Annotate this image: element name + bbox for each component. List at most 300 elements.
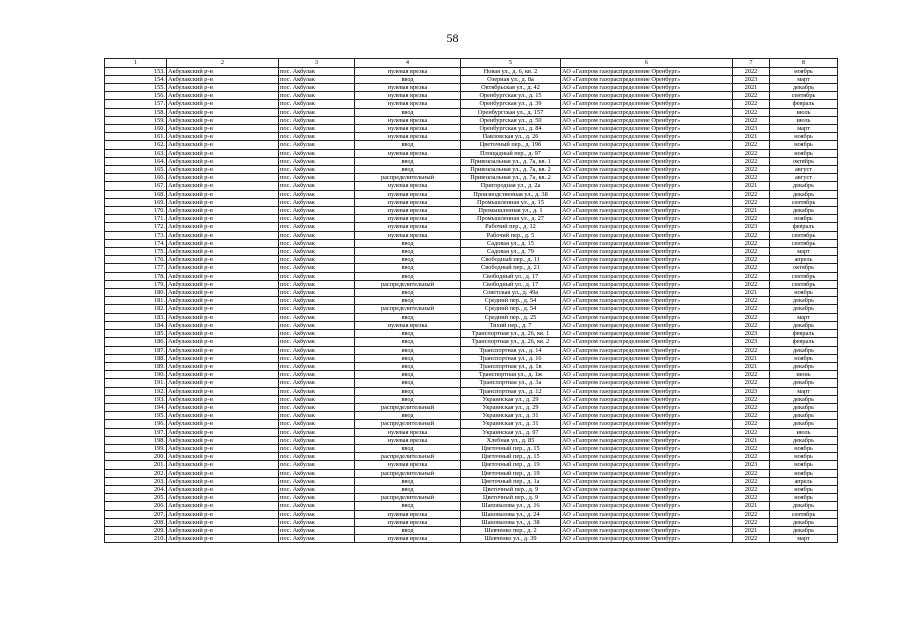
month-cell: февраль	[770, 330, 838, 338]
district-cell: Акбулакский р-н	[167, 444, 279, 452]
settlement-cell: пос. Акбулак	[279, 362, 355, 370]
year-cell: 2022	[733, 149, 770, 157]
month-cell: март	[770, 387, 838, 395]
district-cell: Акбулакский р-н	[167, 198, 279, 206]
address-cell: Пригородная ул., д. 2а	[461, 182, 561, 190]
month-cell: декабрь	[770, 207, 838, 215]
address-cell: Новая ул., д. 6, кв. 2	[461, 67, 561, 75]
settlement-cell: пос. Акбулак	[279, 289, 355, 297]
address-cell: Транспортная ул., д. 3а	[461, 379, 561, 387]
settlement-cell: пос. Акбулак	[279, 174, 355, 182]
district-cell: Акбулакский р-н	[167, 231, 279, 239]
year-cell: 2022	[733, 371, 770, 379]
work-type-cell: нулевая врезка	[355, 198, 461, 206]
organization-cell: АО «Газпром газораспределение Оренбург»	[561, 100, 733, 108]
month-cell: декабрь	[770, 297, 838, 305]
row-number-cell: 157.	[105, 100, 167, 108]
district-cell: Акбулакский р-н	[167, 182, 279, 190]
settlement-cell: пос. Акбулак	[279, 207, 355, 215]
year-cell: 2022	[733, 231, 770, 239]
month-cell: ноябрь	[770, 354, 838, 362]
row-number-cell: 171.	[105, 215, 167, 223]
settlement-cell: пос. Акбулак	[279, 453, 355, 461]
row-number-cell: 181.	[105, 297, 167, 305]
row-number-cell: 156.	[105, 92, 167, 100]
row-number-cell: 161.	[105, 133, 167, 141]
address-cell: Украинская ул., д. 29	[461, 395, 561, 403]
row-number-cell: 200.	[105, 453, 167, 461]
district-cell: Акбулакский р-н	[167, 84, 279, 92]
year-cell: 2022	[733, 453, 770, 461]
organization-cell: АО «Газпром газораспределение Оренбург»	[561, 297, 733, 305]
organization-cell: АО «Газпром газораспределение Оренбург»	[561, 485, 733, 493]
year-cell: 2021	[733, 354, 770, 362]
row-number-cell: 165.	[105, 166, 167, 174]
organization-cell: АО «Газпром газораспределение Оренбург»	[561, 313, 733, 321]
address-cell: Промышленная ул., д. 15	[461, 198, 561, 206]
organization-cell: АО «Газпром газораспределение Оренбург»	[561, 436, 733, 444]
district-cell: Акбулакский р-н	[167, 166, 279, 174]
row-number-cell: 205.	[105, 494, 167, 502]
month-cell: октябрь	[770, 264, 838, 272]
year-cell: 2022	[733, 403, 770, 411]
address-cell: Цветочный пер., д. 9	[461, 494, 561, 502]
organization-cell: АО «Газпром газораспределение Оренбург»	[561, 84, 733, 92]
work-type-cell: нулевая врезка	[355, 67, 461, 75]
work-type-cell: ввод	[355, 362, 461, 370]
table-row	[105, 149, 838, 157]
settlement-cell: пос. Акбулак	[279, 485, 355, 493]
settlement-cell: пос. Акбулак	[279, 116, 355, 124]
row-number-cell: 178.	[105, 272, 167, 280]
year-cell: 2022	[733, 305, 770, 313]
month-cell: ноябрь	[770, 215, 838, 223]
address-cell: Шаповалова ул., д. 16	[461, 502, 561, 510]
work-type-cell: нулевая врезка	[355, 207, 461, 215]
address-cell: Павловская ул., д. 26	[461, 133, 561, 141]
organization-cell: АО «Газпром газораспределение Оренбург»	[561, 461, 733, 469]
address-cell: Свободный пер., д. 11	[461, 256, 561, 264]
row-number-cell: 179.	[105, 280, 167, 288]
year-cell: 2022	[733, 469, 770, 477]
year-cell: 2021	[733, 182, 770, 190]
organization-cell: АО «Газпром газораспределение Оренбург»	[561, 444, 733, 452]
district-cell: Акбулакский р-н	[167, 395, 279, 403]
district-cell: Акбулакский р-н	[167, 256, 279, 264]
organization-cell: АО «Газпром газораспределение Оренбург»	[561, 289, 733, 297]
month-cell: ноябрь	[770, 444, 838, 452]
address-cell: Цветочный пер., д. 1а	[461, 477, 561, 485]
month-cell: июнь	[770, 371, 838, 379]
district-cell: Акбулакский р-н	[167, 116, 279, 124]
table-row	[105, 248, 838, 256]
settlement-cell: пос. Акбулак	[279, 280, 355, 288]
settlement-cell: пос. Акбулак	[279, 436, 355, 444]
year-cell: 2023	[733, 461, 770, 469]
organization-cell: АО «Газпром газораспределение Оренбург»	[561, 526, 733, 534]
organization-cell: АО «Газпром газораспределение Оренбург»	[561, 92, 733, 100]
month-cell: ноябрь	[770, 289, 838, 297]
table-row	[105, 403, 838, 411]
row-number-cell: 190.	[105, 371, 167, 379]
settlement-cell: пос. Акбулак	[279, 239, 355, 247]
column-number-cell: 8	[770, 59, 838, 68]
district-cell: Акбулакский р-н	[167, 248, 279, 256]
year-cell: 2022	[733, 116, 770, 124]
month-cell: ноябрь	[770, 67, 838, 75]
row-number-cell: 184.	[105, 321, 167, 329]
row-number-cell: 192.	[105, 387, 167, 395]
table-row	[105, 420, 838, 428]
table-row	[105, 321, 838, 329]
address-cell: Шаповалова ул., д. 38	[461, 518, 561, 526]
row-number-cell: 174.	[105, 239, 167, 247]
settlement-cell: пос. Акбулак	[279, 248, 355, 256]
table-row	[105, 256, 838, 264]
row-number-cell: 173.	[105, 231, 167, 239]
year-cell: 2023	[733, 330, 770, 338]
month-cell: февраль	[770, 100, 838, 108]
row-number-cell: 209.	[105, 526, 167, 534]
address-cell: Цветочный пер., д. 19	[461, 461, 561, 469]
table-row	[105, 338, 838, 346]
row-number-cell: 208.	[105, 518, 167, 526]
settlement-cell: пос. Акбулак	[279, 223, 355, 231]
row-number-cell: 183.	[105, 313, 167, 321]
address-cell: Цветочный пер., д. 15	[461, 444, 561, 452]
address-cell: Свободный пер., д. 21	[461, 264, 561, 272]
settlement-cell: пос. Акбулак	[279, 149, 355, 157]
work-type-cell: нулевая врезка	[355, 116, 461, 124]
table-row	[105, 108, 838, 116]
row-number-cell: 158.	[105, 108, 167, 116]
district-cell: Акбулакский р-н	[167, 436, 279, 444]
table-row	[105, 444, 838, 452]
work-type-cell: ввод	[355, 297, 461, 305]
table-row	[105, 215, 838, 223]
organization-cell: АО «Газпром газораспределение Оренбург»	[561, 502, 733, 510]
table-row	[105, 75, 838, 83]
table-row	[105, 387, 838, 395]
settlement-cell: пос. Акбулак	[279, 313, 355, 321]
district-cell: Акбулакский р-н	[167, 133, 279, 141]
organization-cell: АО «Газпром газораспределение Оренбург»	[561, 387, 733, 395]
year-cell: 2022	[733, 108, 770, 116]
address-cell: Транспортная ул., д. 26, кв. 1	[461, 330, 561, 338]
row-number-cell: 155.	[105, 84, 167, 92]
month-cell: апрель	[770, 256, 838, 264]
address-cell: Свободный ул., д. 17	[461, 280, 561, 288]
row-number-cell: 172.	[105, 223, 167, 231]
work-type-cell: нулевая врезка	[355, 321, 461, 329]
district-cell: Акбулакский р-н	[167, 141, 279, 149]
row-number-cell: 186.	[105, 338, 167, 346]
table-row	[105, 305, 838, 313]
work-type-cell: ввод	[355, 157, 461, 165]
district-cell: Акбулакский р-н	[167, 207, 279, 215]
year-cell: 2022	[733, 141, 770, 149]
column-number-row	[105, 59, 838, 68]
district-cell: Акбулакский р-н	[167, 420, 279, 428]
row-number-cell: 193.	[105, 395, 167, 403]
work-type-cell: ввод	[355, 108, 461, 116]
row-number-cell: 182.	[105, 305, 167, 313]
district-cell: Акбулакский р-н	[167, 264, 279, 272]
settlement-cell: пос. Акбулак	[279, 428, 355, 436]
work-type-cell: распределительный	[355, 420, 461, 428]
district-cell: Акбулакский р-н	[167, 67, 279, 75]
work-type-cell: ввод	[355, 272, 461, 280]
year-cell: 2022	[733, 518, 770, 526]
row-number-cell: 177.	[105, 264, 167, 272]
district-cell: Акбулакский р-н	[167, 272, 279, 280]
organization-cell: АО «Газпром газораспределение Оренбург»	[561, 371, 733, 379]
month-cell: декабрь	[770, 502, 838, 510]
district-cell: Акбулакский р-н	[167, 477, 279, 485]
month-cell: ноябрь	[770, 485, 838, 493]
month-cell: декабрь	[770, 436, 838, 444]
row-number-cell: 188.	[105, 354, 167, 362]
settlement-cell: пос. Акбулак	[279, 182, 355, 190]
settlement-cell: пос. Акбулак	[279, 297, 355, 305]
work-type-cell: ввод	[355, 395, 461, 403]
address-cell: Транспортная ул., д. 1в	[461, 362, 561, 370]
settlement-cell: пос. Акбулак	[279, 338, 355, 346]
settlement-cell: пос. Акбулак	[279, 535, 355, 543]
work-type-cell: нулевая врезка	[355, 133, 461, 141]
row-number-cell: 162.	[105, 141, 167, 149]
year-cell: 2022	[733, 248, 770, 256]
table-row	[105, 346, 838, 354]
month-cell: ноябрь	[770, 453, 838, 461]
settlement-cell: пос. Акбулак	[279, 198, 355, 206]
month-cell: ноябрь	[770, 141, 838, 149]
work-type-cell: распределительный	[355, 305, 461, 313]
table-row	[105, 84, 838, 92]
district-cell: Акбулакский р-н	[167, 321, 279, 329]
work-type-cell: ввод	[355, 166, 461, 174]
work-type-cell: ввод	[355, 141, 461, 149]
address-cell: Привокзальная ул., д. 7а, кв. 2	[461, 174, 561, 182]
month-cell: март	[770, 248, 838, 256]
address-cell: Оренбургская ул., д. 39	[461, 100, 561, 108]
address-cell: Промышленная ул., д. 27	[461, 215, 561, 223]
work-type-cell: ввод	[355, 330, 461, 338]
address-cell: Средний пер., д. 54	[461, 297, 561, 305]
district-cell: Акбулакский р-н	[167, 412, 279, 420]
year-cell: 2021	[733, 436, 770, 444]
month-cell: декабрь	[770, 182, 838, 190]
settlement-cell: пос. Акбулак	[279, 157, 355, 165]
month-cell: декабрь	[770, 84, 838, 92]
organization-cell: АО «Газпром газораспределение Оренбург»	[561, 469, 733, 477]
organization-cell: АО «Газпром газораспределение Оренбург»	[561, 354, 733, 362]
month-cell: июль	[770, 108, 838, 116]
organization-cell: АО «Газпром газораспределение Оренбург»	[561, 108, 733, 116]
organization-cell: АО «Газпром газораспределение Оренбург»	[561, 215, 733, 223]
column-number-cell: 7	[733, 59, 770, 68]
district-cell: Акбулакский р-н	[167, 305, 279, 313]
year-cell: 2021	[733, 502, 770, 510]
year-cell: 2022	[733, 297, 770, 305]
district-cell: Акбулакский р-н	[167, 526, 279, 534]
work-type-cell: нулевая врезка	[355, 125, 461, 133]
work-type-cell: распределительный	[355, 403, 461, 411]
settlement-cell: пос. Акбулак	[279, 379, 355, 387]
settlement-cell: пос. Акбулак	[279, 420, 355, 428]
settlement-cell: пос. Акбулак	[279, 190, 355, 198]
table-row	[105, 182, 838, 190]
table-row	[105, 518, 838, 526]
year-cell: 2022	[733, 264, 770, 272]
table-row	[105, 461, 838, 469]
district-cell: Акбулакский р-н	[167, 125, 279, 133]
table-row	[105, 280, 838, 288]
row-number-cell: 163.	[105, 149, 167, 157]
year-cell: 2022	[733, 166, 770, 174]
organization-cell: АО «Газпром газораспределение Оренбург»	[561, 207, 733, 215]
table-row	[105, 428, 838, 436]
work-type-cell: ввод	[355, 346, 461, 354]
work-type-cell: нулевая врезка	[355, 518, 461, 526]
table-row	[105, 371, 838, 379]
month-cell: декабрь	[770, 526, 838, 534]
year-cell: 2022	[733, 280, 770, 288]
month-cell: июль	[770, 116, 838, 124]
row-number-cell: 153.	[105, 67, 167, 75]
organization-cell: АО «Газпром газораспределение Оренбург»	[561, 518, 733, 526]
month-cell: ноябрь	[770, 461, 838, 469]
organization-cell: АО «Газпром газораспределение Оренбург»	[561, 75, 733, 83]
settlement-cell: пос. Акбулак	[279, 510, 355, 518]
table-row	[105, 412, 838, 420]
district-cell: Акбулакский р-н	[167, 362, 279, 370]
gasification-table	[104, 58, 838, 543]
year-cell: 2022	[733, 174, 770, 182]
work-type-cell: ввод	[355, 313, 461, 321]
table-row	[105, 92, 838, 100]
organization-cell: АО «Газпром газораспределение Оренбург»	[561, 231, 733, 239]
settlement-cell: пос. Акбулак	[279, 412, 355, 420]
organization-cell: АО «Газпром газораспределение Оренбург»	[561, 338, 733, 346]
organization-cell: АО «Газпром газораспределение Оренбург»	[561, 379, 733, 387]
table-row	[105, 354, 838, 362]
row-number-cell: 203.	[105, 477, 167, 485]
district-cell: Акбулакский р-н	[167, 403, 279, 411]
month-cell: октябрь	[770, 157, 838, 165]
row-number-cell: 170.	[105, 207, 167, 215]
table-row	[105, 313, 838, 321]
organization-cell: АО «Газпром газораспределение Оренбург»	[561, 190, 733, 198]
organization-cell: АО «Газпром газораспределение Оренбург»	[561, 321, 733, 329]
row-number-cell: 206.	[105, 502, 167, 510]
month-cell: март	[770, 535, 838, 543]
work-type-cell: ввод	[355, 256, 461, 264]
district-cell: Акбулакский р-н	[167, 494, 279, 502]
district-cell: Акбулакский р-н	[167, 108, 279, 116]
year-cell: 2021	[733, 84, 770, 92]
settlement-cell: пос. Акбулак	[279, 166, 355, 174]
work-type-cell: распределительный	[355, 469, 461, 477]
year-cell: 2022	[733, 321, 770, 329]
work-type-cell: нулевая врезка	[355, 84, 461, 92]
organization-cell: АО «Газпром газораспределение Оренбург»	[561, 330, 733, 338]
work-type-cell: ввод	[355, 354, 461, 362]
table-row	[105, 526, 838, 534]
work-type-cell: распределительный	[355, 453, 461, 461]
organization-cell: АО «Газпром газораспределение Оренбург»	[561, 280, 733, 288]
organization-cell: АО «Газпром газораспределение Оренбург»	[561, 223, 733, 231]
district-cell: Акбулакский р-н	[167, 502, 279, 510]
work-type-cell: ввод	[355, 444, 461, 452]
settlement-cell: пос. Акбулак	[279, 518, 355, 526]
organization-cell: АО «Газпром газораспределение Оренбург»	[561, 166, 733, 174]
column-number-cell: 4	[355, 59, 461, 68]
year-cell: 2022	[733, 444, 770, 452]
settlement-cell: пос. Акбулак	[279, 100, 355, 108]
address-cell: Рабочий пер., д. 12	[461, 223, 561, 231]
district-cell: Акбулакский р-н	[167, 190, 279, 198]
row-number-cell: 168.	[105, 190, 167, 198]
address-cell: Озерная ул., д. 8а	[461, 75, 561, 83]
district-cell: Акбулакский р-н	[167, 174, 279, 182]
work-type-cell: ввод	[355, 289, 461, 297]
organization-cell: АО «Газпром газораспределение Оренбург»	[561, 239, 733, 247]
district-cell: Акбулакский р-н	[167, 354, 279, 362]
district-cell: Акбулакский р-н	[167, 313, 279, 321]
year-cell: 2022	[733, 412, 770, 420]
organization-cell: АО «Газпром газораспределение Оренбург»	[561, 428, 733, 436]
address-cell: Советская ул., д. 49а	[461, 289, 561, 297]
settlement-cell: пос. Акбулак	[279, 231, 355, 239]
organization-cell: АО «Газпром газораспределение Оренбург»	[561, 420, 733, 428]
work-type-cell: ввод	[355, 371, 461, 379]
year-cell: 2022	[733, 190, 770, 198]
year-cell: 2023	[733, 125, 770, 133]
table-row	[105, 535, 838, 543]
settlement-cell: пос. Акбулак	[279, 141, 355, 149]
year-cell: 2022	[733, 313, 770, 321]
table-row	[105, 157, 838, 165]
row-number-cell: 202.	[105, 469, 167, 477]
district-cell: Акбулакский р-н	[167, 297, 279, 305]
address-cell: Оренбургская ул., д. 50	[461, 116, 561, 124]
row-number-cell: 176.	[105, 256, 167, 264]
row-number-cell: 195.	[105, 412, 167, 420]
settlement-cell: пос. Акбулак	[279, 75, 355, 83]
address-cell: Транспортная ул., д. 26, кв. 2	[461, 338, 561, 346]
district-cell: Акбулакский р-н	[167, 379, 279, 387]
month-cell: декабрь	[770, 518, 838, 526]
table-row	[105, 223, 838, 231]
table-row	[105, 100, 838, 108]
month-cell: декабрь	[770, 305, 838, 313]
table-row	[105, 166, 838, 174]
row-number-cell: 185.	[105, 330, 167, 338]
year-cell: 2022	[733, 494, 770, 502]
address-cell: Привокзальная ул., д. 7а, кв. 2	[461, 166, 561, 174]
year-cell: 2022	[733, 395, 770, 403]
month-cell: сентябрь	[770, 272, 838, 280]
table-row	[105, 502, 838, 510]
settlement-cell: пос. Акбулак	[279, 403, 355, 411]
year-cell: 2022	[733, 198, 770, 206]
organization-cell: АО «Газпром газораспределение Оренбург»	[561, 346, 733, 354]
work-type-cell: ввод	[355, 264, 461, 272]
organization-cell: АО «Газпром газораспределение Оренбург»	[561, 133, 733, 141]
settlement-cell: пос. Акбулак	[279, 371, 355, 379]
year-cell: 2022	[733, 510, 770, 518]
